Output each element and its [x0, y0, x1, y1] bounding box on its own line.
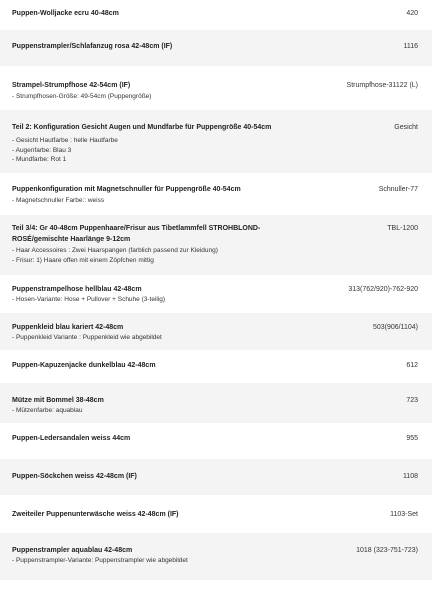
item-title: Puppen-Kapuzenjacke dunkelblau 42-48cm [12, 362, 156, 369]
item-option: - Puppenkleid Variante : Puppenkleid wie abgebildet [12, 334, 162, 341]
item-sku: 1018 (323-751-723) [356, 547, 418, 554]
item-sku: Gesicht [394, 124, 418, 131]
item-title: Puppenstrampelhose hellblau 42-48cm [12, 286, 142, 293]
item-options [12, 556, 188, 566]
item-option: - Mundfarbe: Rot 1 [12, 156, 67, 163]
item-option: - Hosen-Variante: Hose + Pullover + Schuhe (3-teilig) [12, 296, 166, 303]
item-options [12, 246, 218, 265]
order-item-row [0, 215, 432, 275]
item-sku: 1108 [402, 473, 418, 480]
order-item-row [0, 350, 432, 383]
item-option: - Puppenstrampler-Variante: Puppenstrampler wie abgebildet [12, 557, 188, 564]
item-title: Mütze mit Bommel 38-48cm [12, 397, 104, 404]
item-option: - Gesicht Hautfarbe : helle Hautfarbe [12, 137, 118, 144]
item-title: Teil 3/4: Gr 40-48cm Puppenhaare/Frisur aus Tibetlammfell STROHBLOND-ROSÉ/gemischte Haarlänge 9-12cm [12, 225, 261, 243]
item-title: Strampel-Strumpfhose 42-54cm (IF) [12, 82, 131, 89]
item-sku: Strumpfhose-31122 (L) [346, 82, 418, 89]
order-item-row [0, 495, 432, 533]
item-sku: Schnuller-77 [378, 186, 418, 193]
item-title: Puppen-Wolljacke ecru 40-48cm [12, 10, 119, 17]
item-sku: 420 [406, 10, 418, 17]
order-item-row [0, 0, 432, 30]
item-options [12, 92, 151, 102]
item-title: Puppen-Ledersandalen weiss 44cm [12, 435, 131, 442]
order-item-row [0, 66, 432, 110]
order-item-row [0, 383, 432, 423]
item-options [12, 295, 165, 305]
item-title: Puppenstrampler aquablau 42-48cm [12, 547, 133, 554]
item-title: Zweiteiler Puppenunterwäsche weiss 42-48cm (IF) [12, 511, 179, 518]
item-sku: 1116 [403, 43, 418, 50]
item-sku: 1103-Set [390, 511, 418, 518]
order-item-row [0, 459, 432, 495]
order-item-row [0, 30, 432, 66]
item-title: Puppenkleid blau kariert 42-48cm [12, 324, 124, 331]
order-item-row [0, 275, 432, 313]
order-item-row [0, 313, 432, 350]
item-sku: 313(762/920)-762-920 [348, 286, 418, 293]
item-option: - Magnetschnuller Farbe:: weiss [12, 197, 105, 204]
item-options [12, 406, 82, 416]
item-sku: 612 [406, 362, 418, 369]
item-sku: 723 [406, 397, 418, 404]
item-title: Puppenstrampler/Schlafanzug rosa 42-48cm (IF) [12, 43, 173, 50]
item-option: - Mützenfarbe: aquablau [12, 407, 83, 414]
item-options [12, 136, 118, 165]
order-item-row [0, 533, 432, 580]
item-option: - Frisur: 1) Haare offen mit einem Zöpfchen mittig [12, 256, 154, 264]
item-options [12, 196, 104, 206]
item-sku: 955 [406, 435, 418, 442]
order-item-row [0, 423, 432, 459]
item-options [12, 333, 162, 343]
item-option: - Augenfarbe: Blau 3 [12, 146, 72, 154]
item-title: Puppenkonfiguration mit Magnetschnuller für Puppengröße 40-54cm [12, 186, 241, 193]
item-sku: TBL-1200 [387, 225, 418, 232]
item-sku: 503(906/1104) [372, 324, 418, 331]
item-title: Puppen-Söckchen weiss 42-48cm (IF) [12, 473, 137, 480]
item-option: - Haar Accessoires : Zwei Haarspangen (farblich passend zur Kleidung) [12, 247, 218, 254]
order-item-row [0, 173, 432, 215]
order-item-row [0, 110, 432, 173]
item-option: - Strumpfhosen-Größe: 49-54cm (Puppengröße) [12, 93, 152, 100]
item-title: Teil 2: Konfiguration Gesicht Augen und Mundfarbe für Puppengröße 40-54cm [12, 124, 272, 131]
